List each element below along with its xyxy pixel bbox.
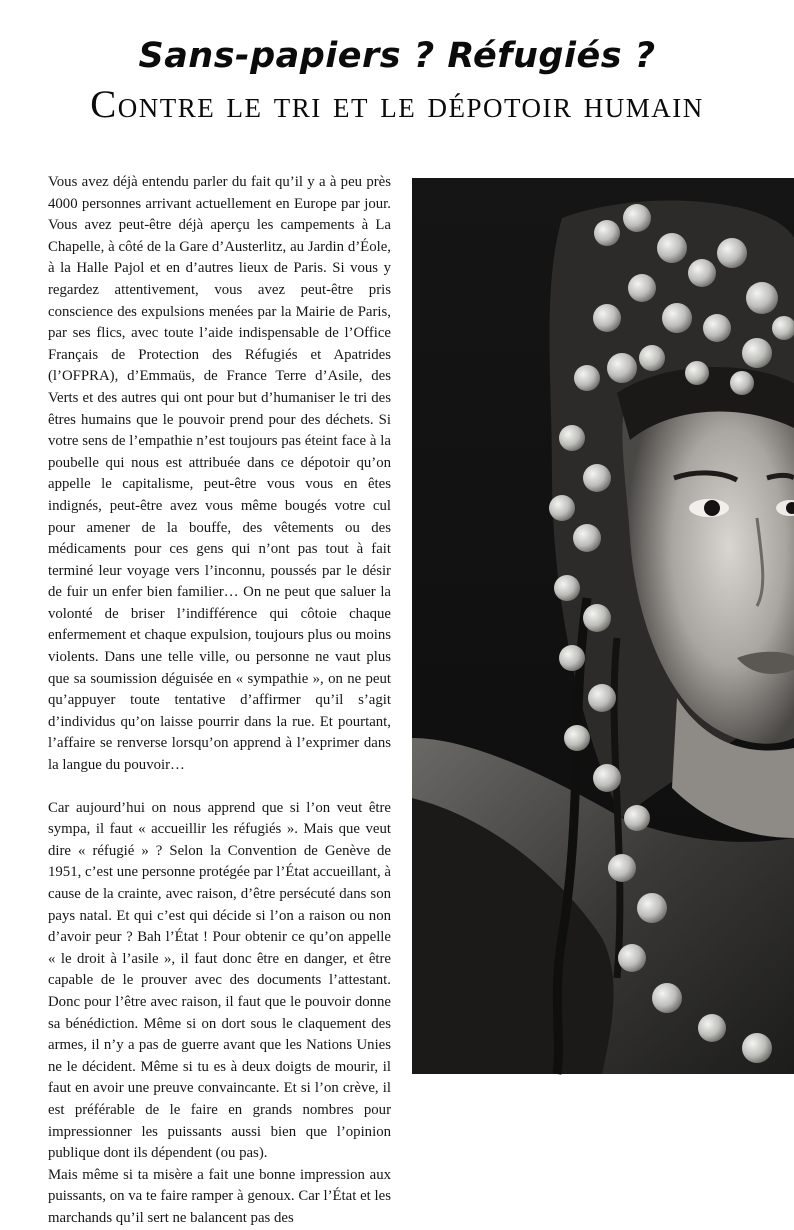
iris-left	[704, 500, 720, 516]
headline: Sans-papiers ? Réfugiés ?	[0, 36, 794, 76]
eyebrow-right	[767, 475, 794, 478]
article-column	[48, 172, 391, 1077]
portrait-illustration	[412, 178, 794, 1074]
article-paragraph-2: Car aujourd’hui on nous apprend que si l’on veut être sympa, il faut « accueillir les réfugiés ». Mais que veut dire « réfugié » ? Selon la Convention de Genève de 1951, c’est une personne protégée par l’État accueillant, à cause de la crainte, avec raison, d’être persécuté dans son pays natal. Et qui c’est qui décide si l’on a raison ou non d’avoir peur ? Bah l’État ! Pour obtenir ce qu’on appelle « le droit à l’asile », il faut donc être en danger, et être capable de le prouver avec des documents l’attestant. Donc pour l’être avec raison, il faut que le pouvoir donne sa bénédiction. Même si on dort sous le claquement des armes, il n’y a pas de guerre avant que les Nations Unies ne le décident. Même si tu es à deux doigts de mourir, il faut en avoir une preuve convaincante. Et si l’on crève, il est préférable de le faire en grands nombres pour impressionner les puissants aussi bien que l’opinion publique dont ils dépendent (ou pas).	[48, 798, 391, 1165]
subheadline: Contre le tri et le dépotoir humain	[0, 82, 794, 127]
portrait-photo	[412, 178, 794, 1074]
article-paragraph-1: Vous avez déjà entendu parler du fait qu’il y a à peu près 4000 personnes arrivant actuellement en Europe par jour. Vous avez peut-être déjà aperçu les campements à La Chapelle, à côté de la Gare d’Austerlitz, au Jardin d’Éole, à la Halle Pajol et en d’autres lieux de Paris. Si vous y regardez attentivement, vous avez peut-être pris conscience des expulsions menées par la Mairie de Paris, par ses flics, avec toute l’aide indispensable de l’Office Français de Protection des Réfugiés et Apatrides (l’OFPRA), d’Emmaüs, de France Terre d’Asile, des Verts et des autres qui ont pour but d’humaniser le tri des êtres humains que le pouvoir prend pour des déchets. Si votre sens de l’empathie n’est toujours pas éteint face à la poubelle qui nous est attribuée dans ce dépotoir qu’on appelle le capitalisme, peut-être vous vous en êtes indignés, peut-être avez vous même bougés votre cul pour amener de la bouffe, des vêtements ou des médicaments pour ces gens qui n’ont pas tout à fait terminé leur voyage vers l’inconnu, poussés par le désir de fuir un enfer bien familier… On ne peut que saluer la volonté de briser l’indifférence qui côtoie chaque enfermement et chaque expulsion, toujours plus ou moins violents. Dans une telle ville, ou personne ne vaut plus que sa soumission déguisée en « sympathie », on ne peut qu’appuyer toute tentative d’affirmer qu’il s’agit d’individus qu’on laisse pourrir dans la rue. Et pourtant, l’affaire se renverse lorsqu’on apprend à l’exprimer dans la langue du pouvoir…	[48, 172, 391, 777]
article-paragraph-3: Mais même si ta misère a fait une bonne impression aux puissants, on va te faire ramper à genoux. Car l’État et les marchands qu’il sert ne balancent pas des	[48, 1165, 391, 1230]
